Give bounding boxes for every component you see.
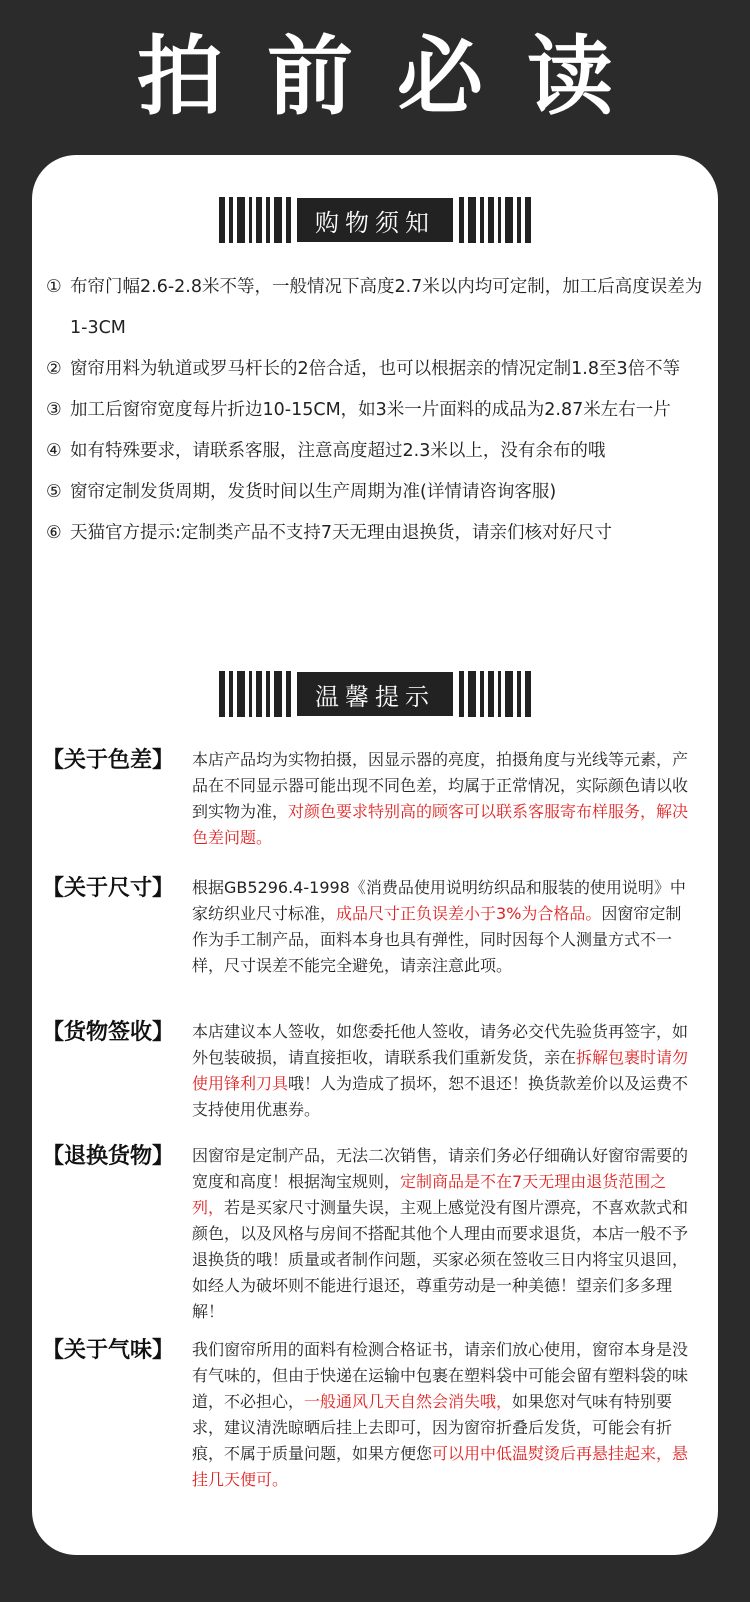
item-text: 天猫官方提示:定制类产品不支持7天无理由退换货，请亲们核对好尺寸	[70, 523, 613, 543]
list-item	[46, 431, 706, 472]
shopping-notice-list	[46, 267, 706, 554]
tip-body	[192, 1143, 692, 1325]
tip-text: 哦！人为造成了损坏，恕不退还！换货款差价以及运费不支持使用优惠券。	[192, 1074, 689, 1119]
tip-highlight: 定制商品是不在7天无理由退货范围之列，	[192, 1172, 667, 1217]
tip-text: 本店产品均为实物拍摄，因显示器的亮度，拍摄角度与光线等元素，产品在不同显示器可能出现不同色差，均属于正常情况，实际颜色请以收到实物为准，	[192, 750, 689, 821]
list-item	[46, 472, 706, 513]
tip-size	[42, 875, 714, 979]
left-stripes-decoration	[219, 671, 291, 717]
item-number: ④	[46, 441, 62, 461]
list-item	[46, 390, 706, 431]
tip-text: 因窗帘是定制产品，无法二次销售，请亲们务必仔细确认好窗帘需要的宽度和高度！根据淘宝规则，	[192, 1146, 689, 1191]
tip-highlight: 对颜色要求特别高的顾客可以联系客服寄布样服务，解决色差问题。	[192, 802, 689, 847]
tip-text: 因窗帘定制作为手工制产品，面料本身也具有弹性，同时因每个人测量方式不一样，尺寸误差不能完全避免，请亲注意此项。	[192, 904, 682, 975]
tip-color-difference	[42, 747, 714, 851]
page-title: 拍前必读	[137, 27, 657, 127]
tip-label: 【关于气味】	[42, 1338, 175, 1363]
right-stripes-decoration	[459, 197, 531, 243]
tip-text: 根据GB5296.4-1998《消费品使用说明纺织品和服装的使用说明》中家纺织业尺寸标准，	[192, 878, 686, 923]
item-text: 布帘门幅2.6-2.8米不等，一般情况下高度2.7米以内均可定制，加工后高度误差为1-3CM	[70, 277, 703, 338]
item-number: ⑤	[46, 482, 62, 502]
tip-text: 若是买家尺寸测量失误，主观上感觉没有图片漂亮，不喜欢款式和颜色，以及风格与房间不搭配其他个人理由而要求退货，本店一般不予退换货的哦！质量或者制作问题，买家必须在签收三日内将宝贝退回，如经人为破坏则不能进行退还，尊重劳动是一种美德！望亲们多多理解！	[192, 1198, 689, 1321]
item-text: 如有特殊要求，请联系客服，注意高度超过2.3米以上，没有余布的哦	[70, 441, 606, 461]
list-item	[46, 267, 706, 349]
item-number: ⑥	[46, 523, 62, 543]
item-text: 窗帘用料为轨道或罗马杆长的2倍合适，也可以根据亲的情况定制1.8至3倍不等	[70, 359, 681, 379]
info-card	[32, 155, 718, 1555]
tip-receipt	[42, 1019, 714, 1123]
tip-text: 我们窗帘所用的面料有检测合格证书，请亲们放心使用，窗帘本身是没有气味的，但由于快递在运输中包裹在塑料袋中可能会留有塑料袋的味道，不必担心，	[192, 1340, 689, 1411]
tip-highlight: 可以用中低温熨烫后再悬挂起来，悬挂几天便可。	[192, 1444, 689, 1489]
item-text: 加工后窗帘宽度每片折边10-15CM，如3米一片面料的成品为2.87米左右一片	[70, 400, 671, 420]
list-item	[46, 513, 706, 554]
item-number: ②	[46, 359, 62, 379]
tip-return	[42, 1143, 714, 1325]
list-item	[46, 349, 706, 390]
tip-label: 【货物签收】	[42, 1020, 175, 1045]
tip-label: 【退换货物】	[42, 1144, 175, 1169]
tip-label: 【关于色差】	[42, 748, 175, 773]
right-stripes-decoration	[459, 671, 531, 717]
tip-text: 如果您对气味有特别要求，建议清洗晾晒后挂上去即可，因为窗帘折叠后发货，可能会有折痕，不属于质量问题，如果方便您	[192, 1392, 673, 1463]
tip-highlight: 一般通风几天自然会消失哦，	[304, 1392, 513, 1411]
warm-tips-heading: 温馨提示	[297, 672, 453, 716]
tip-body	[192, 875, 692, 979]
item-text: 窗帘定制发货周期，发货时间以生产周期为准(详情请咨询客服)	[70, 482, 557, 502]
warm-tips-header	[32, 669, 718, 719]
tip-body	[192, 747, 692, 851]
item-number: ①	[46, 277, 62, 297]
item-number: ③	[46, 400, 62, 420]
tip-label: 【关于尺寸】	[42, 876, 175, 901]
tip-body	[192, 1337, 692, 1493]
tip-highlight: 成品尺寸正负误差小于3%为合格品。	[336, 904, 602, 923]
tip-odor	[42, 1337, 714, 1493]
tip-highlight: 拆解包裹时请勿使用锋利刀具	[192, 1048, 689, 1093]
shopping-notice-header	[32, 195, 718, 245]
tip-body	[192, 1019, 692, 1123]
shopping-notice-heading: 购物须知	[297, 198, 453, 242]
left-stripes-decoration	[219, 197, 291, 243]
tip-text: 本店建议本人签收，如您委托他人签收，请务必交代先验货再签字，如外包装破损，请直接拒收，请联系我们重新发货，亲在	[192, 1022, 689, 1067]
